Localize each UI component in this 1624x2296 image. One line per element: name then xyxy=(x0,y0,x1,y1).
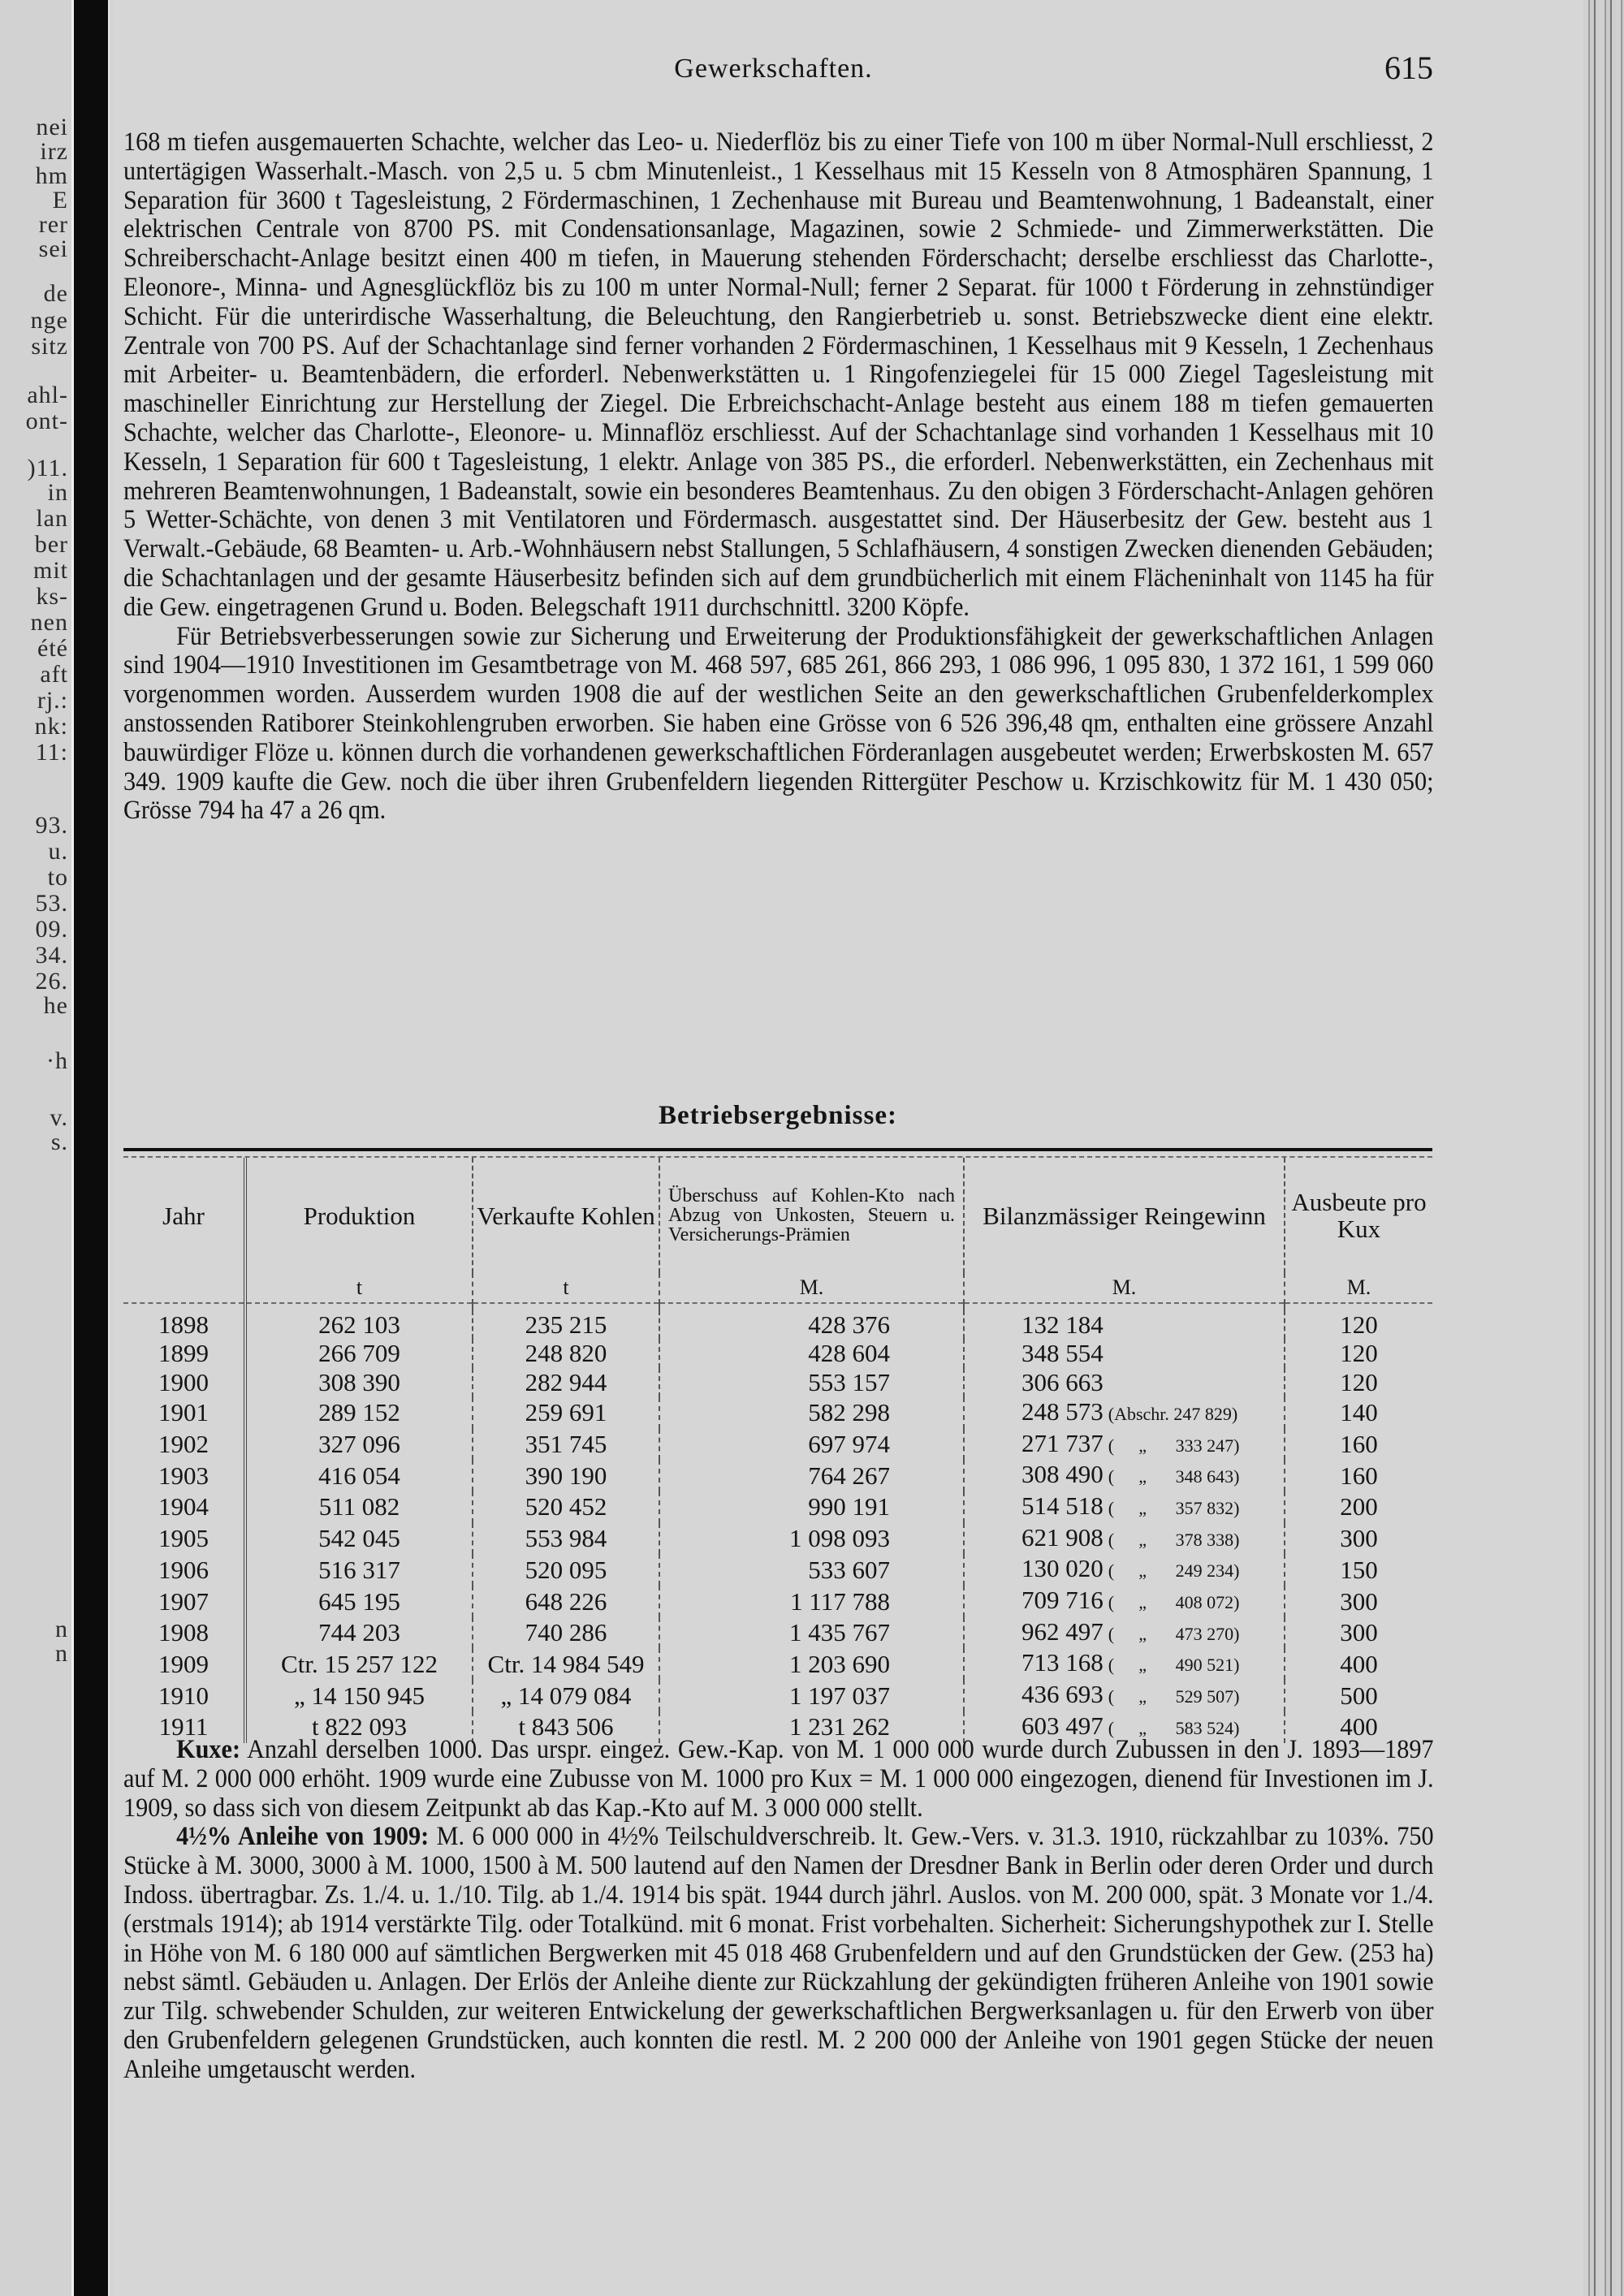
cell-ueberschuss: 1 231 262 xyxy=(659,1711,964,1743)
margin-fragment: aft xyxy=(40,661,68,688)
table-row xyxy=(123,1339,1432,1368)
reingewinn-value: 962 497 xyxy=(1021,1616,1104,1646)
cell-produktion: 266 709 xyxy=(245,1339,473,1368)
cell-jahr: 1904 xyxy=(158,1492,209,1521)
reingewinn-value: 603 497 xyxy=(1021,1711,1104,1740)
cell-ueberschuss: 428 604 xyxy=(659,1339,964,1368)
margin-fragment: E xyxy=(52,187,68,214)
cell-jahr: 1910 xyxy=(158,1681,209,1710)
ditto-mark: „ xyxy=(1138,1435,1147,1456)
col-header-jahr: Jahr xyxy=(162,1201,205,1230)
cell-reingewinn xyxy=(964,1586,1285,1617)
cell-produktion: 744 203 xyxy=(245,1617,473,1649)
unit-ueberschuss: M. xyxy=(659,1273,964,1303)
cell-verkauft: „ 14 079 084 xyxy=(473,1680,659,1711)
cell-ausbeute: 140 xyxy=(1285,1397,1432,1429)
margin-fragment: ber xyxy=(34,531,68,558)
cell-ueberschuss: 1 435 767 xyxy=(659,1617,964,1649)
abschr-value: 247 829 xyxy=(1173,1403,1232,1424)
cell-ueberschuss: 1 117 788 xyxy=(659,1586,964,1617)
table-row xyxy=(123,1586,1432,1617)
table-row xyxy=(123,1310,1432,1340)
abschreibung-note: ( „ 378 338) xyxy=(1108,1530,1240,1550)
margin-fragment: hm xyxy=(35,162,68,189)
margin-fragment: )11. xyxy=(27,455,68,481)
cell-verkauft: 248 820 xyxy=(473,1339,659,1368)
ditto-mark: „ xyxy=(1138,1466,1147,1487)
reingewinn-value: 132 184 xyxy=(1021,1310,1104,1339)
reingewinn-value: 306 663 xyxy=(1021,1368,1104,1397)
margin-fragment: mit xyxy=(32,557,68,584)
kuxe-label: Kuxe: xyxy=(176,1735,241,1764)
reingewinn-value: 248 573 xyxy=(1021,1396,1104,1426)
cell-ausbeute: 120 xyxy=(1285,1339,1432,1368)
abschreibung-note: ( „ 529 507) xyxy=(1108,1686,1240,1707)
cell-ueberschuss: 764 267 xyxy=(659,1460,964,1491)
reingewinn-value: 709 716 xyxy=(1021,1586,1104,1615)
cell-ueberschuss: 697 974 xyxy=(659,1429,964,1461)
abschreibung-note: ( „ 583 524) xyxy=(1108,1718,1240,1738)
abschreibung-note: ( „ 408 072) xyxy=(1108,1592,1240,1612)
ditto-mark: „ xyxy=(1138,1497,1147,1518)
margin-fragment: été xyxy=(37,635,68,662)
table-row xyxy=(123,1680,1432,1711)
abschr-value: 333 247 xyxy=(1175,1435,1234,1456)
margin-fragment: sei xyxy=(38,235,68,262)
cell-ausbeute: 200 xyxy=(1285,1491,1432,1523)
cell-jahr: 1905 xyxy=(158,1524,209,1553)
col-header-ausbeute: Ausbeute pro Kux xyxy=(1285,1158,1432,1273)
cell-produktion: 416 054 xyxy=(245,1460,473,1491)
results-table xyxy=(123,1158,1432,1743)
ditto-mark: „ xyxy=(1138,1592,1147,1613)
abschreibung-note: ( „ 249 234) xyxy=(1108,1560,1240,1581)
abschreibung-note: ( „ 473 270) xyxy=(1108,1624,1240,1644)
ditto-mark: „ xyxy=(1138,1655,1147,1676)
col-header-ueberschuss: Überschuss auf Kohlen-Kto nach Abzug von Unkosten, Steuern u. Versicherungs-Prämien xyxy=(659,1158,964,1273)
cell-produktion: 327 096 xyxy=(245,1429,473,1461)
col-header-verkauft: Verkaufte Kohlen xyxy=(473,1158,659,1273)
table-title: Betriebsergebnisse: xyxy=(659,1101,897,1130)
cell-reingewinn xyxy=(964,1460,1285,1491)
book-page xyxy=(114,0,1592,2296)
margin-fragment: 93. xyxy=(35,812,68,839)
table-body xyxy=(123,1310,1432,1743)
cell-produktion: „ 14 150 945 xyxy=(245,1680,473,1711)
cell-verkauft: 390 190 xyxy=(473,1460,659,1491)
col-header-produktion: Produktion xyxy=(245,1158,473,1273)
cell-jahr: 1899 xyxy=(158,1339,209,1368)
cell-ausbeute: 500 xyxy=(1285,1680,1432,1711)
margin-fragment: nen xyxy=(30,609,68,636)
margin-fragment: irz xyxy=(40,138,68,165)
cell-reingewinn xyxy=(964,1523,1285,1555)
cell-jahr: 1911 xyxy=(158,1712,209,1741)
cell-ueberschuss: 533 607 xyxy=(659,1554,964,1586)
cell-verkauft: t 843 506 xyxy=(473,1711,659,1743)
ditto-mark: „ xyxy=(1138,1623,1147,1644)
margin-fragment: n xyxy=(55,1640,68,1667)
cell-produktion: 262 103 xyxy=(245,1310,473,1340)
abschr-value: 378 338 xyxy=(1175,1529,1234,1550)
cell-jahr: 1900 xyxy=(158,1368,209,1397)
margin-fragment: nge xyxy=(30,307,68,334)
cell-jahr: 1909 xyxy=(158,1649,209,1678)
cell-jahr: 1898 xyxy=(158,1310,209,1339)
margin-fragment: s. xyxy=(50,1129,68,1155)
col-header-reingewinn: Bilanzmässiger Reingewinn xyxy=(964,1158,1285,1273)
table-header-row xyxy=(123,1158,1432,1273)
cell-ausbeute: 160 xyxy=(1285,1460,1432,1491)
margin-fragment: to xyxy=(47,864,68,891)
running-head-title: Gewerkschaften. xyxy=(674,54,873,84)
table-units-row xyxy=(123,1273,1432,1303)
ditto-mark: „ xyxy=(1138,1529,1147,1550)
cell-ausbeute: 300 xyxy=(1285,1617,1432,1649)
cell-verkauft: Ctr. 14 984 549 xyxy=(473,1648,659,1680)
cell-ueberschuss: 1 203 690 xyxy=(659,1648,964,1680)
cell-verkauft: 351 745 xyxy=(473,1429,659,1461)
cell-produktion: 511 082 xyxy=(245,1491,473,1523)
abschr-value: 408 072 xyxy=(1175,1592,1234,1613)
reingewinn-value: 713 168 xyxy=(1021,1648,1104,1677)
book-binding-gutter xyxy=(71,0,110,2296)
page-stack-edge xyxy=(1583,0,1624,2296)
cell-jahr: 1902 xyxy=(158,1430,209,1459)
body-text xyxy=(123,128,1434,826)
cell-reingewinn xyxy=(964,1617,1285,1649)
cell-reingewinn xyxy=(964,1339,1285,1368)
unit-ausbeute: M. xyxy=(1285,1273,1432,1303)
paragraph-investments: Für Betriebsverbesserungen sowie zur Sicherung und Erweiterung der Produktionsfähigkeit der gewerkschaftlichen Anlagen sind 1904—1910 Investitionen im Gesamtbetrage von M. 468 597, 685 261, 866 293, 1 086 996, 1 095 830, 1 372 161, 1 599 060 vorgenommen worden. Ausserdem wurden 1908 die auf der westlichen Seite an den gewerkschaftlichen Grubenfelderkomplex anstossenden Ratiborer Steinkohlengruben erworben. Sie haben eine Grösse von 6 526 396,48 qm, enthalten eine grössere Anzahl bauwürdiger Flöze u. können durch die vorhandenen gewerkschaftlichen Förderanlagen ausgebeutet werden; Erwerbskosten M. 657 349. 1909 kaufte die Gew. noch die über ihren Grubenfeldern liegenden Rittergüter Peschow u. Krzischkowitz für M. 1 430 050; Grösse 794 ha 47 a 26 qm. xyxy=(123,621,1434,826)
cell-jahr: 1908 xyxy=(158,1618,209,1647)
margin-fragment: ks- xyxy=(36,583,68,610)
cell-verkauft: 282 944 xyxy=(473,1368,659,1397)
abschreibung-note: ( „ 357 832) xyxy=(1108,1498,1240,1518)
reingewinn-value: 308 490 xyxy=(1021,1460,1104,1489)
cell-jahr: 1901 xyxy=(158,1398,209,1427)
cell-ausbeute: 150 xyxy=(1285,1554,1432,1586)
anleihe-label: 4½% Anleihe von 1909: xyxy=(176,1822,430,1852)
paragraph-kuxe xyxy=(123,1736,1434,1823)
abschr-value: 348 643 xyxy=(1175,1466,1234,1487)
unit-jahr xyxy=(123,1273,245,1303)
cell-reingewinn xyxy=(964,1429,1285,1461)
table-row xyxy=(123,1368,1432,1397)
abschr-value: 490 521 xyxy=(1175,1655,1234,1676)
margin-fragment: v. xyxy=(50,1104,68,1131)
anleihe-text: M. 6 000 000 in 4½% Teilschuldverschreib. lt. Gew.-Vers. v. 31.3. 1910, rückzahlbar zu 103%. 750 Stücke à M. 3000, 3000 à M. 1000, 1500 à M. 500 lautend auf den Namen der Dresdner Bank in Berlin oder deren Order und durch Indoss. übertragbar. Zs. 1./4. u. 1./10. Tilg. ab 1./4. 1914 bis spät. 1944 durch jährl. Auslos. von M. 200 000, spät. 3 Monate vor 1./4. (erstmals 1914); ab 1914 verstärkte Tilg. oder Totalkünd. mit 6 monat. Frist vorbehalten. Sicherheit: Sicherungshypothek zur I. Stelle in Höhe von M. 6 180 000 auf sämtlichen Bergwerken mit 45 018 468 Grubenfeldern und auf den Grundstücken der Gew. (253 ha) nebst sämtl. Gebäuden u. Anlagen. Der Erlös der Anleihe diente zur Rückzahlung der gekündigten früheren Anleihe von 1901 sowie zur Tilg. schwebender Schulden, zur weiteren Entwickelung der gewerkschaftlichen Bergwerksanlagen u. für den Erwerb von über den Grubenfeldern gelegenen Grundstücken, auch konnten die restl. M. 2 200 000 der Anleihe von 1901 gegen Stücke der neuen Anleihe umgetauscht werden. xyxy=(123,1822,1434,2084)
abschr-value: 249 234 xyxy=(1175,1560,1234,1582)
margin-fragment: 26. xyxy=(35,968,68,995)
margin-fragment: lan xyxy=(36,505,68,532)
cell-reingewinn xyxy=(964,1368,1285,1397)
cell-verkauft: 259 691 xyxy=(473,1397,659,1429)
cell-ueberschuss: 990 191 xyxy=(659,1491,964,1523)
cell-reingewinn xyxy=(964,1397,1285,1429)
margin-fragment: u. xyxy=(48,838,68,865)
table-top-rule xyxy=(123,1148,1432,1151)
margin-fragment: rj.: xyxy=(37,687,68,714)
reingewinn-value: 436 693 xyxy=(1021,1680,1104,1709)
table-row xyxy=(123,1397,1432,1429)
cell-ueberschuss: 428 376 xyxy=(659,1310,964,1340)
unit-produktion: t xyxy=(245,1273,473,1303)
cell-produktion: 289 152 xyxy=(245,1397,473,1429)
table-row xyxy=(123,1648,1432,1680)
margin-fragment: 34. xyxy=(35,942,68,969)
margin-fragment: de xyxy=(43,280,68,307)
ditto-mark: „ xyxy=(1138,1560,1147,1582)
cell-ausbeute: 400 xyxy=(1285,1711,1432,1743)
margin-fragment: 09. xyxy=(35,916,68,943)
cell-produktion: t 822 093 xyxy=(245,1711,473,1743)
cell-verkauft: 740 286 xyxy=(473,1617,659,1649)
cell-produktion: 516 317 xyxy=(245,1554,473,1586)
cell-ausbeute: 300 xyxy=(1285,1586,1432,1617)
cell-reingewinn xyxy=(964,1310,1285,1340)
cell-jahr: 1907 xyxy=(158,1586,209,1616)
abschr-value: 357 832 xyxy=(1175,1497,1234,1518)
reingewinn-value: 348 554 xyxy=(1021,1339,1104,1368)
reingewinn-value: 130 020 xyxy=(1021,1554,1104,1583)
header-separator xyxy=(123,1303,1432,1310)
abschr-label: Abschr. xyxy=(1114,1403,1169,1424)
cell-verkauft: 235 215 xyxy=(473,1310,659,1340)
abschr-value: 583 524 xyxy=(1175,1717,1234,1738)
unit-reingewinn: M. xyxy=(964,1273,1285,1303)
cell-verkauft: 648 226 xyxy=(473,1586,659,1617)
cell-ueberschuss: 553 157 xyxy=(659,1368,964,1397)
paragraph-anleihe xyxy=(123,1823,1434,2084)
cell-reingewinn xyxy=(964,1554,1285,1586)
abschreibung-note: ( „ 490 521) xyxy=(1108,1655,1240,1675)
cell-reingewinn xyxy=(964,1680,1285,1711)
cell-produktion: 308 390 xyxy=(245,1368,473,1397)
reingewinn-value: 621 908 xyxy=(1021,1522,1104,1552)
paragraph-facilities: 168 m tiefen ausgemauerten Schachte, welcher das Leo- u. Niederflöz bis zu einer Tiefe von 100 m über Normal-Null erschliesst, 2 untertägigen Wasserhalt.-Masch. von 2,5 u. 5 cbm Minutenleist., 1 Kesselhaus mit 15 Kesseln von 8 Atmosphären Spannung, 1 Separation für 3600 t Tagesleistung, 2 Fördermaschinen, 1 Zechenhause mit Bureau und Beamtenwohnung, 1 Badeanstalt, einer elektrischen Centrale von 8700 PS. mit Condensationsanlage, Magazinen, sowie 2 Schmiede- und Zimmerwerkstätten. Die Schreiberschacht-Anlage besitzt einen 400 m tiefen, in Mauerung stehenden Förderschacht; derselbe erschliesst das Charlotte-, Eleonore-, Minna- und Agnesglückflöz bis zu 100 m unter Normal-Null; ferner 2 Separat. für 1000 t Förderung in zehnstündiger Schicht. Für die unterirdische Wasserhaltung, die Beleuchtung, den Rangierbetrieb u. sonst. Betriebszwecke dient eine elektr. Zentrale von 700 PS. Auf der Schachtanlage sind ferner vorhanden 2 Fördermaschinen, 1 Kesselhaus mit 9 Kesseln, 1 Zechenhaus mit Arbeiter- u. Beamtenbädern, die erforderl. Nebenwerkstätten u. 1 Ringofenziegelei für 15 000 Ziegel Tagesleistung mit maschineller Einrichtung zur Herstellung der Ziegel. Die Erbreichschacht-Anlage besteht aus einem 188 m tiefen gemauerten Schachte, welcher das Charlotte-, Eleonore- u. Minnaflöz erschliesst. Auf der Schachtanlage sind vorhanden 1 Kesselhaus mit 10 Kesseln, 1 Separation für 600 t Tagesleistung, 1 elektr. Anlage von 385 PS., die erforderl. Nebenwerkstätten, ein Zechenhaus mit mehreren Beamtenwohnungen, 1 Badeanstalt, sowie ein besonderes Beamtenhaus. Zu den obigen 3 Förderschacht-Anlagen gehören 5 Wetter-Schächte, von denen 3 mit Ventilatoren und Fördermasch. ausgestattet sind. Der Häuserbesitz der Gew. besteht aus 1 Verwalt.-Gebäude, 68 Beamten- u. Arb.-Wohnhäusern nebst Stallungen, 5 Schlafhäusern, 4 sonstigen Zwecken dienenden Gebäuden; die Schachtanlagen und der gesamte Häuserbesitz befinden sich auf dem grundbücherlich mit einem Flächeninhalt von 1145 ha für die Gew. eingetragenen Grund u. Boden. Belegschaft 1911 durchschnittl. 3200 Köpfe. xyxy=(123,127,1434,622)
cell-verkauft: 553 984 xyxy=(473,1523,659,1555)
margin-fragment: 53. xyxy=(35,890,68,917)
cell-ausbeute: 160 xyxy=(1285,1429,1432,1461)
page-number: 615 xyxy=(1384,50,1433,86)
margin-fragment: sitz xyxy=(31,333,68,360)
cell-produktion: 645 195 xyxy=(245,1586,473,1617)
margin-fragment: ahl- xyxy=(27,382,68,408)
ditto-mark: „ xyxy=(1138,1686,1147,1707)
cell-jahr: 1906 xyxy=(158,1555,209,1584)
table-row xyxy=(123,1460,1432,1491)
table-row xyxy=(123,1491,1432,1523)
cell-reingewinn xyxy=(964,1491,1285,1523)
cell-ueberschuss: 582 298 xyxy=(659,1397,964,1429)
margin-fragment: rer xyxy=(38,211,68,238)
reingewinn-value: 271 737 xyxy=(1021,1428,1104,1457)
table-row xyxy=(123,1523,1432,1555)
abschreibung-note: ( „ 333 247) xyxy=(1108,1435,1240,1456)
margin-fragment: in xyxy=(47,479,68,506)
cell-ausbeute: 120 xyxy=(1285,1368,1432,1397)
margin-fragment: nei xyxy=(36,114,68,140)
unit-verkauft: t xyxy=(473,1273,659,1303)
cell-reingewinn xyxy=(964,1648,1285,1680)
reingewinn-value: 514 518 xyxy=(1021,1491,1104,1520)
running-head xyxy=(114,52,1433,93)
margin-fragment: n xyxy=(55,1616,68,1642)
margin-fragment: 11: xyxy=(35,739,68,766)
cell-ueberschuss: 1 197 037 xyxy=(659,1680,964,1711)
table-row xyxy=(123,1554,1432,1586)
capital-and-loan-text xyxy=(123,1736,1434,2085)
cell-produktion: Ctr. 15 257 122 xyxy=(245,1648,473,1680)
cell-verkauft: 520 452 xyxy=(473,1491,659,1523)
margin-fragment: nk: xyxy=(34,713,68,740)
cell-produktion: 542 045 xyxy=(245,1523,473,1555)
abschreibung-note: (Abschr. 247 829) xyxy=(1108,1403,1238,1424)
results-table-block xyxy=(123,1101,1432,1743)
adjacent-page-margin xyxy=(0,0,71,2296)
cell-ausbeute: 120 xyxy=(1285,1310,1432,1340)
table-row xyxy=(123,1429,1432,1461)
margin-fragment: he xyxy=(43,992,68,1019)
cell-verkauft: 520 095 xyxy=(473,1554,659,1586)
ditto-mark: „ xyxy=(1138,1717,1147,1738)
kuxe-text: Anzahl derselben 1000. Das urspr. eingez. Gew.-Kap. von M. 1 000 000 wurde durch Zubussen in den J. 1893—1897 auf M. 2 000 000 erhöht. 1909 wurde eine Zubusse von M. 1000 pro Kux = M. 1 000 000 eingezogen, dienend für Investionen im J. 1909, so dass sich von diesem Zeitpunkt ab das Kap.-Kto auf M. 3 000 000 stellt. xyxy=(123,1735,1434,1823)
margin-fragment: ont- xyxy=(25,408,68,434)
cell-jahr: 1903 xyxy=(158,1461,209,1490)
table-row xyxy=(123,1617,1432,1649)
cell-ausbeute: 400 xyxy=(1285,1648,1432,1680)
cell-ausbeute: 300 xyxy=(1285,1523,1432,1555)
cell-ueberschuss: 1 098 093 xyxy=(659,1523,964,1555)
margin-fragment: ·h xyxy=(46,1047,68,1074)
abschr-value: 473 270 xyxy=(1175,1623,1234,1644)
abschr-value: 529 507 xyxy=(1175,1686,1234,1707)
abschreibung-note: ( „ 348 643) xyxy=(1108,1466,1240,1487)
